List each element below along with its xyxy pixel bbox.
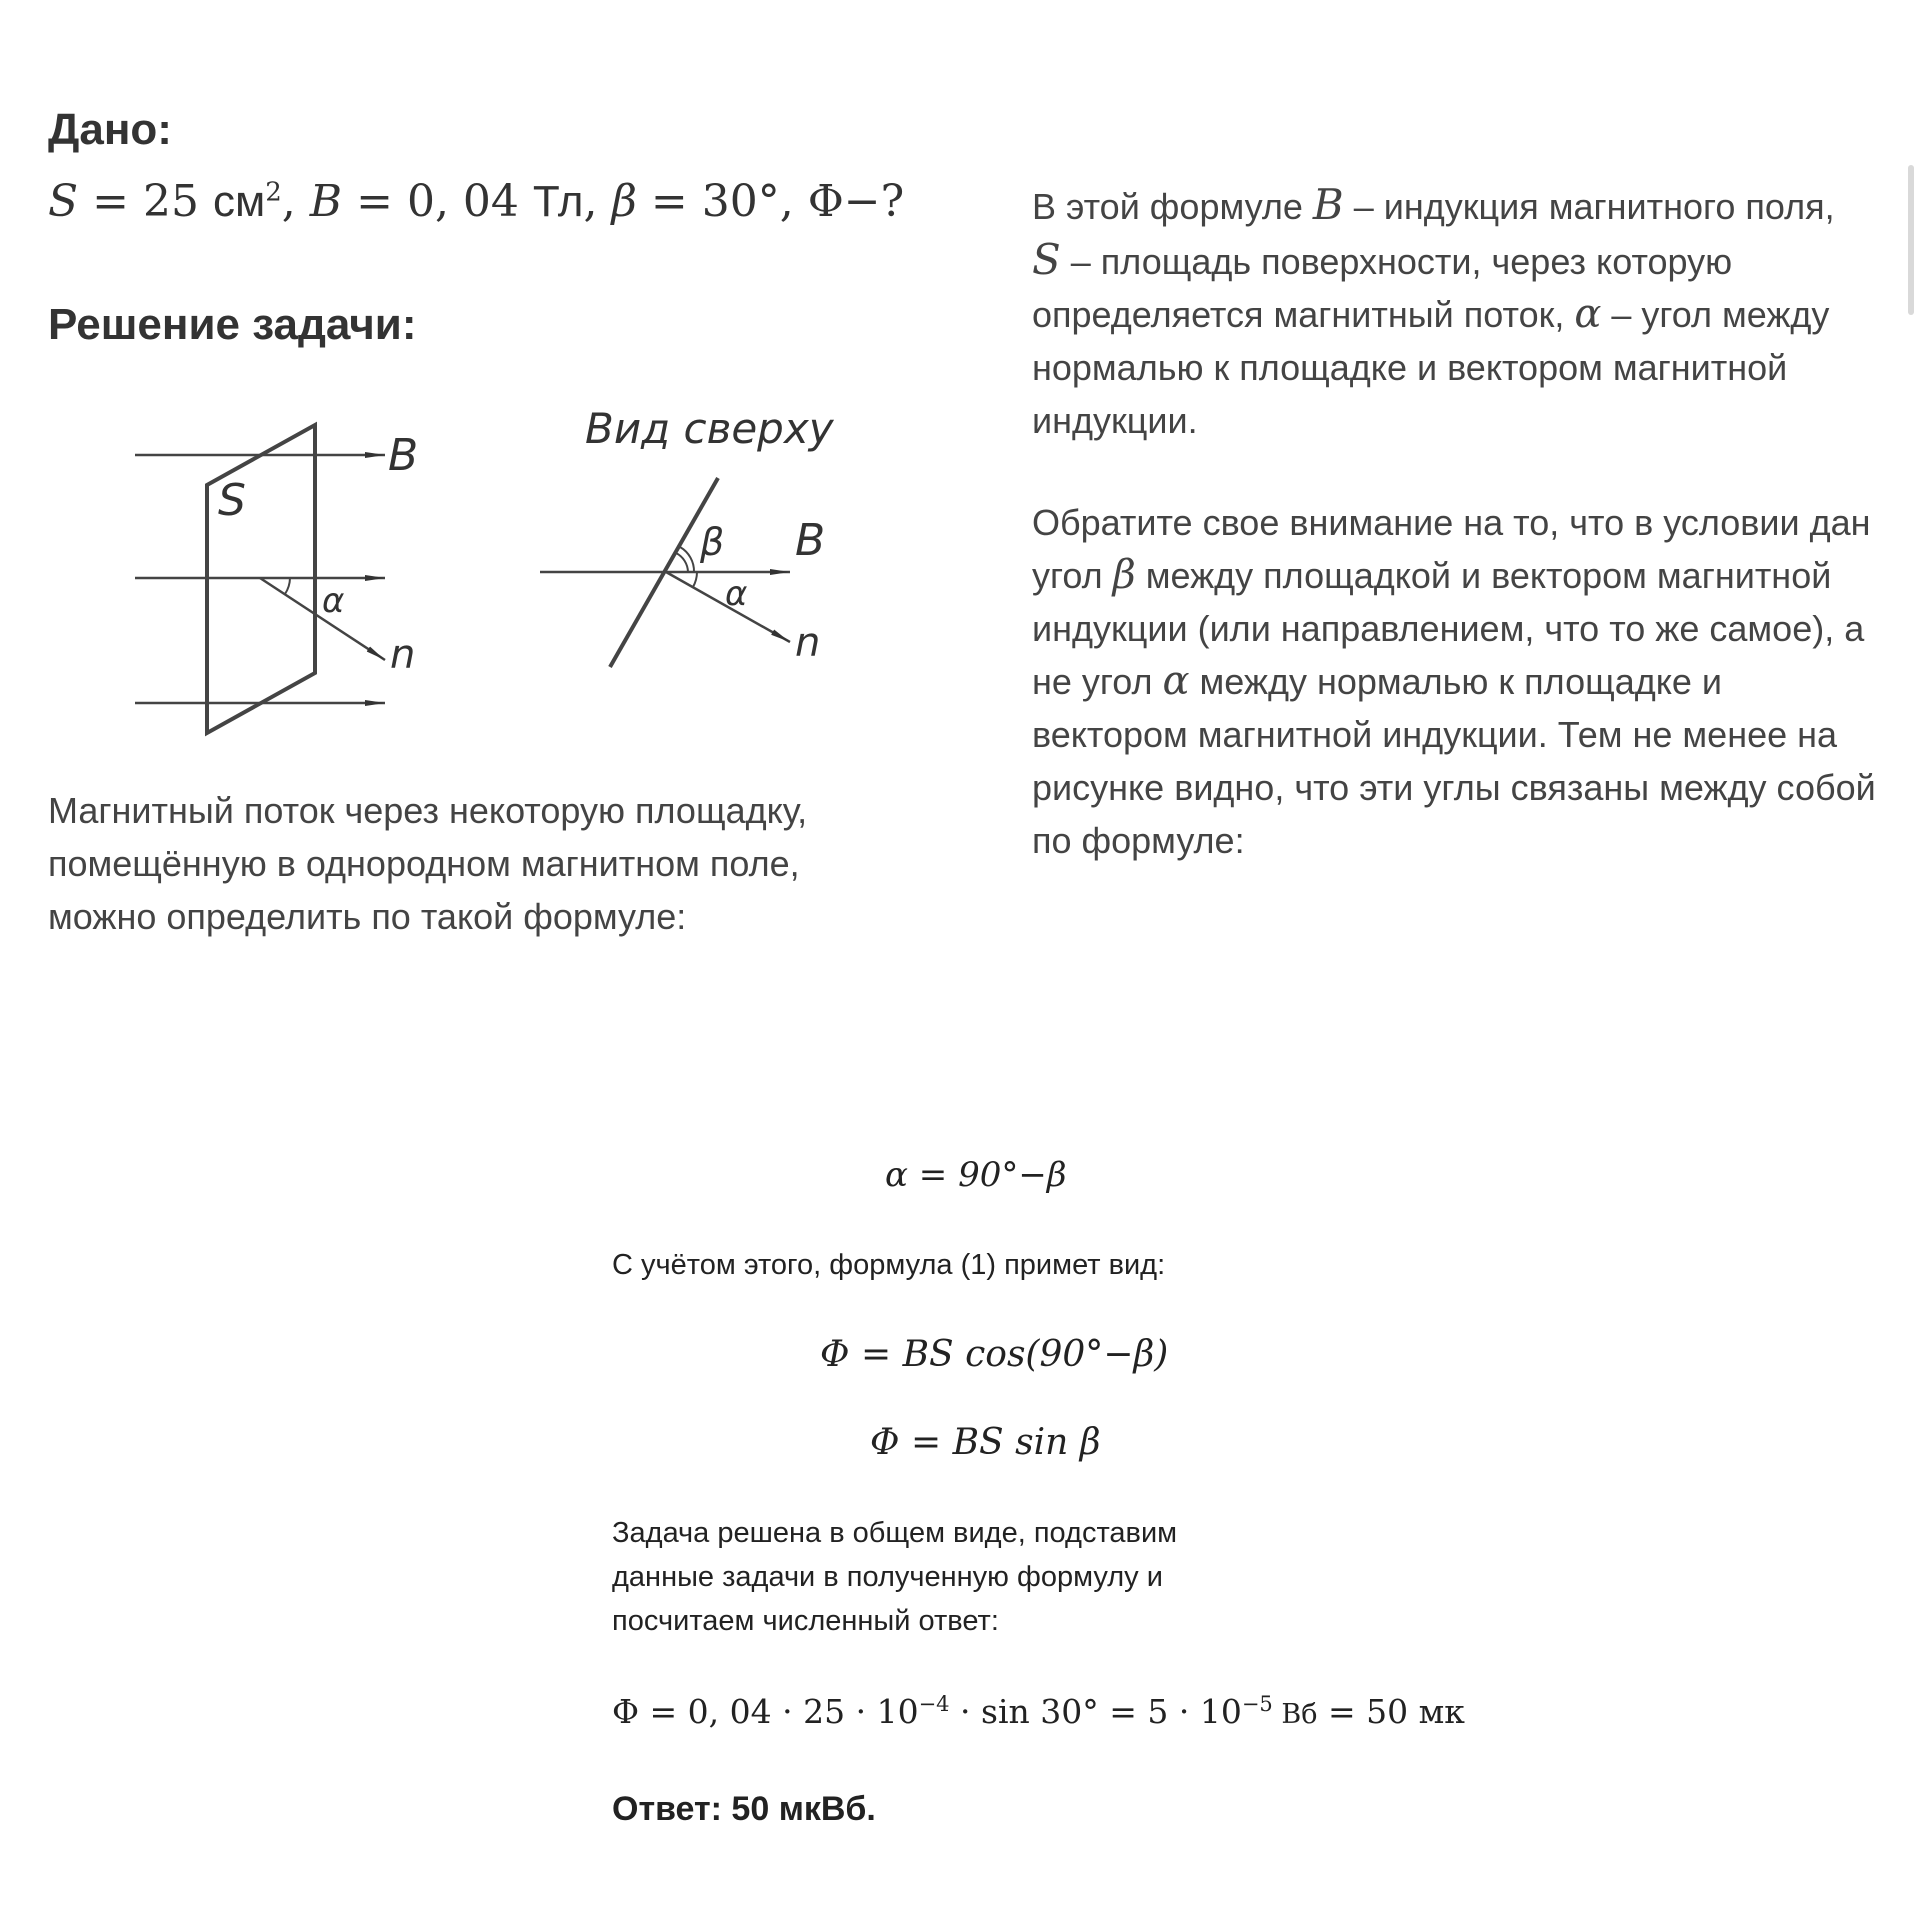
label-alpha-right: α (725, 574, 748, 614)
right-paragraph-1 (1032, 178, 1872, 447)
var-beta: β (1112, 552, 1136, 598)
text-span: – угол между нормалью к площадке и вектором магнитной индукции. (1032, 294, 1830, 441)
label-alpha-left: α (322, 581, 345, 621)
given-heading: Дано: (48, 105, 172, 154)
text-span: – индукция магнитного поля, (1343, 186, 1835, 227)
with-this-text: С учётом этого, формула (1) примет вид: (612, 1249, 1166, 1281)
numeric-formula (612, 1692, 1465, 1731)
formula-alpha: α = 90°−β (885, 1155, 1067, 1195)
numeric-exp-2: −5 (1241, 1692, 1273, 1716)
given-s-exp: 2 (265, 177, 282, 208)
left-paragraph: Магнитный поток через некоторую площадку, помещённую в однородном магнитном поле, можно определить по такой формуле: (48, 790, 808, 937)
label-n-left: n (390, 632, 416, 678)
text-span: – площадь поверхности, через которую определяется магнитный поток, (1032, 241, 1733, 335)
right-paragraph-2 (1032, 496, 1877, 867)
numeric-exp-1: −4 (918, 1692, 950, 1716)
label-beta: β (700, 520, 725, 564)
given-beta-var: β (611, 176, 637, 227)
label-b-right: B (795, 515, 826, 566)
var-alpha: α (1574, 291, 1602, 337)
text-span: между нормалью к площадке и вектором магнитной индукции. Тем не менее на рисунке видно, что эти углы связаны между собой по формуле: (1032, 661, 1876, 861)
scrollbar[interactable] (1908, 165, 1914, 315)
given-phi-question: Φ−? (807, 176, 905, 227)
numeric-part-1: Φ = 0, 04 · 25 · 10 (612, 1692, 919, 1731)
var-alpha: α (1162, 658, 1190, 704)
angle-arc-beta-1 (676, 553, 688, 572)
given-b-unit: Тл (532, 177, 584, 226)
flux-figure (0, 0, 960, 780)
given-b-val: = 0, 04 (342, 176, 533, 227)
angle-arc-alpha-right (693, 572, 697, 587)
given-s-var: S (48, 176, 79, 227)
solved-text: Задача решена в общем виде, подставим данные задачи в полученную формулу и посчитаем численный ответ: (612, 1517, 1178, 1637)
text-span: между площадкой и вектором магнитной индукции (или направлением, что то же самое), а не угол (1032, 555, 1865, 702)
formula-cos: Φ = BS cos(90°−β) (820, 1334, 1169, 1375)
numeric-part-3: = 50 мк (1317, 1692, 1465, 1731)
text-span: Обратите свое внимание на то, что в условии дан угол (1032, 502, 1871, 596)
given-beta-val: = 30° (636, 176, 780, 227)
given-b-var: B (309, 176, 343, 227)
answer: Ответ: 50 мкВб. (612, 1790, 876, 1828)
text-span: В этой формуле (1032, 186, 1313, 227)
label-n-right: n (795, 620, 821, 666)
top-view-diagram (540, 478, 790, 667)
given-s-val: = 25 (78, 176, 213, 227)
formula-sin: Φ = BS sin β (870, 1422, 1101, 1463)
label-b-left: B (388, 430, 419, 481)
side-view-diagram (135, 425, 385, 733)
var-b: B (1312, 180, 1344, 229)
numeric-unit: Вб (1272, 1699, 1318, 1730)
var-s: S (1032, 235, 1061, 284)
top-view-caption: Вид сверху (585, 404, 834, 453)
solution-heading: Решение задачи: (48, 300, 417, 349)
given-s-unit: см (212, 177, 266, 226)
angle-arc-alpha-left (285, 578, 290, 594)
given-values: S = 25 $см^2$, B = 0, 04 Тл, β = 30°, Φ−? (48, 176, 905, 227)
numeric-part-2: · sin 30° = 5 · 10 (949, 1692, 1242, 1731)
label-s: S (218, 475, 246, 526)
